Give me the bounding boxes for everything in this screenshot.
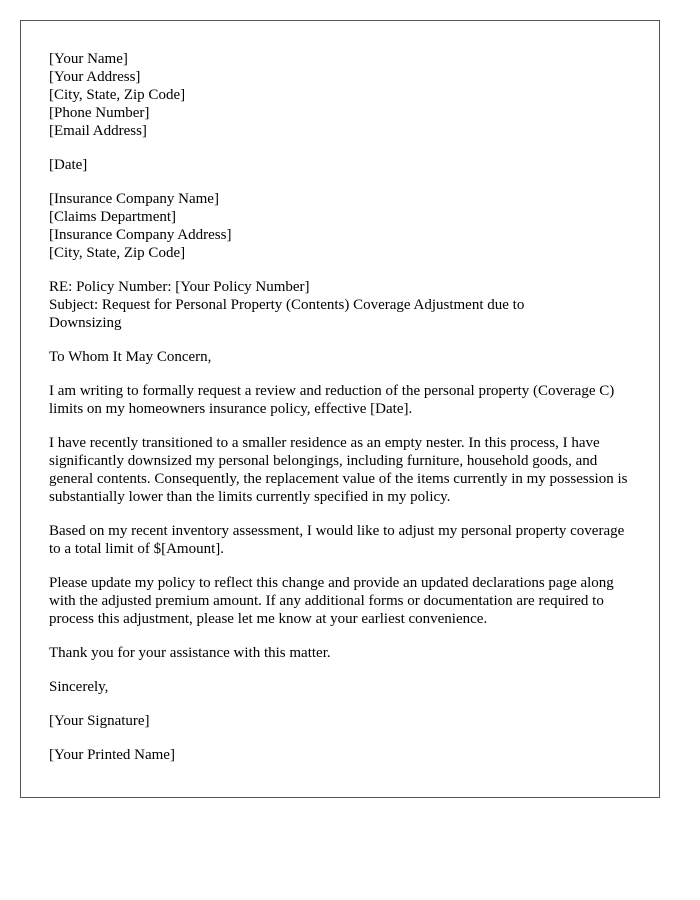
- letter-page: [20, 20, 660, 798]
- closing: Sincerely,: [49, 679, 109, 695]
- salutation: To Whom It May Concern,: [49, 349, 212, 365]
- sender-block: [49, 50, 639, 140]
- sender-phone: [Phone Number]: [49, 105, 150, 121]
- recipient-address: [Insurance Company Address]: [49, 227, 232, 243]
- body-paragraph-3: Based on my recent inventory assessment, I would like to adjust my personal property coverage to a total limit of $[Amount].: [49, 523, 625, 557]
- sender-address: [Your Address]: [49, 69, 141, 85]
- recipient-department: [Claims Department]: [49, 209, 177, 225]
- date-block: [49, 156, 639, 174]
- subject-line-continued: Downsizing: [49, 315, 122, 331]
- body-paragraph-2: I have recently transitioned to a smaller residence as an empty nester. In this process, I have significantly downsized my personal belongings, including furniture, household goods, and general contents. Consequently, the replacement value of the items currently in my possession is substantially lower than the limits currently specified in my policy.: [49, 435, 628, 505]
- subject-line: Subject: Request for Personal Property (Contents) Coverage Adjustment due to: [49, 297, 525, 313]
- body-paragraph-1: I am writing to formally request a review and reduction of the personal property (Coverage C) limits on my homeowners insurance policy, effective [Date].: [49, 383, 615, 417]
- sender-city-state-zip: [City, State, Zip Code]: [49, 87, 186, 103]
- recipient-city-state-zip: [City, State, Zip Code]: [49, 245, 186, 261]
- signature: [Your Signature]: [49, 713, 150, 729]
- recipient-company: [Insurance Company Name]: [49, 191, 219, 207]
- body-paragraph-5: Thank you for your assistance with this matter.: [49, 645, 331, 661]
- body-paragraph-4: Please update my policy to reflect this change and provide an updated declarations page along with the adjusted premium amount. If any additional forms or documentation are required to process this adjustment, please let me know at your earliest convenience.: [49, 575, 614, 627]
- letter-date: [Date]: [49, 157, 88, 173]
- reference-block: [49, 278, 639, 332]
- re-line: RE: Policy Number: [Your Policy Number]: [49, 279, 310, 295]
- letter-body: [49, 50, 639, 780]
- printed-name: [Your Printed Name]: [49, 747, 175, 763]
- sender-name: [Your Name]: [49, 51, 128, 67]
- recipient-block: [49, 190, 639, 262]
- sender-email: [Email Address]: [49, 123, 147, 139]
